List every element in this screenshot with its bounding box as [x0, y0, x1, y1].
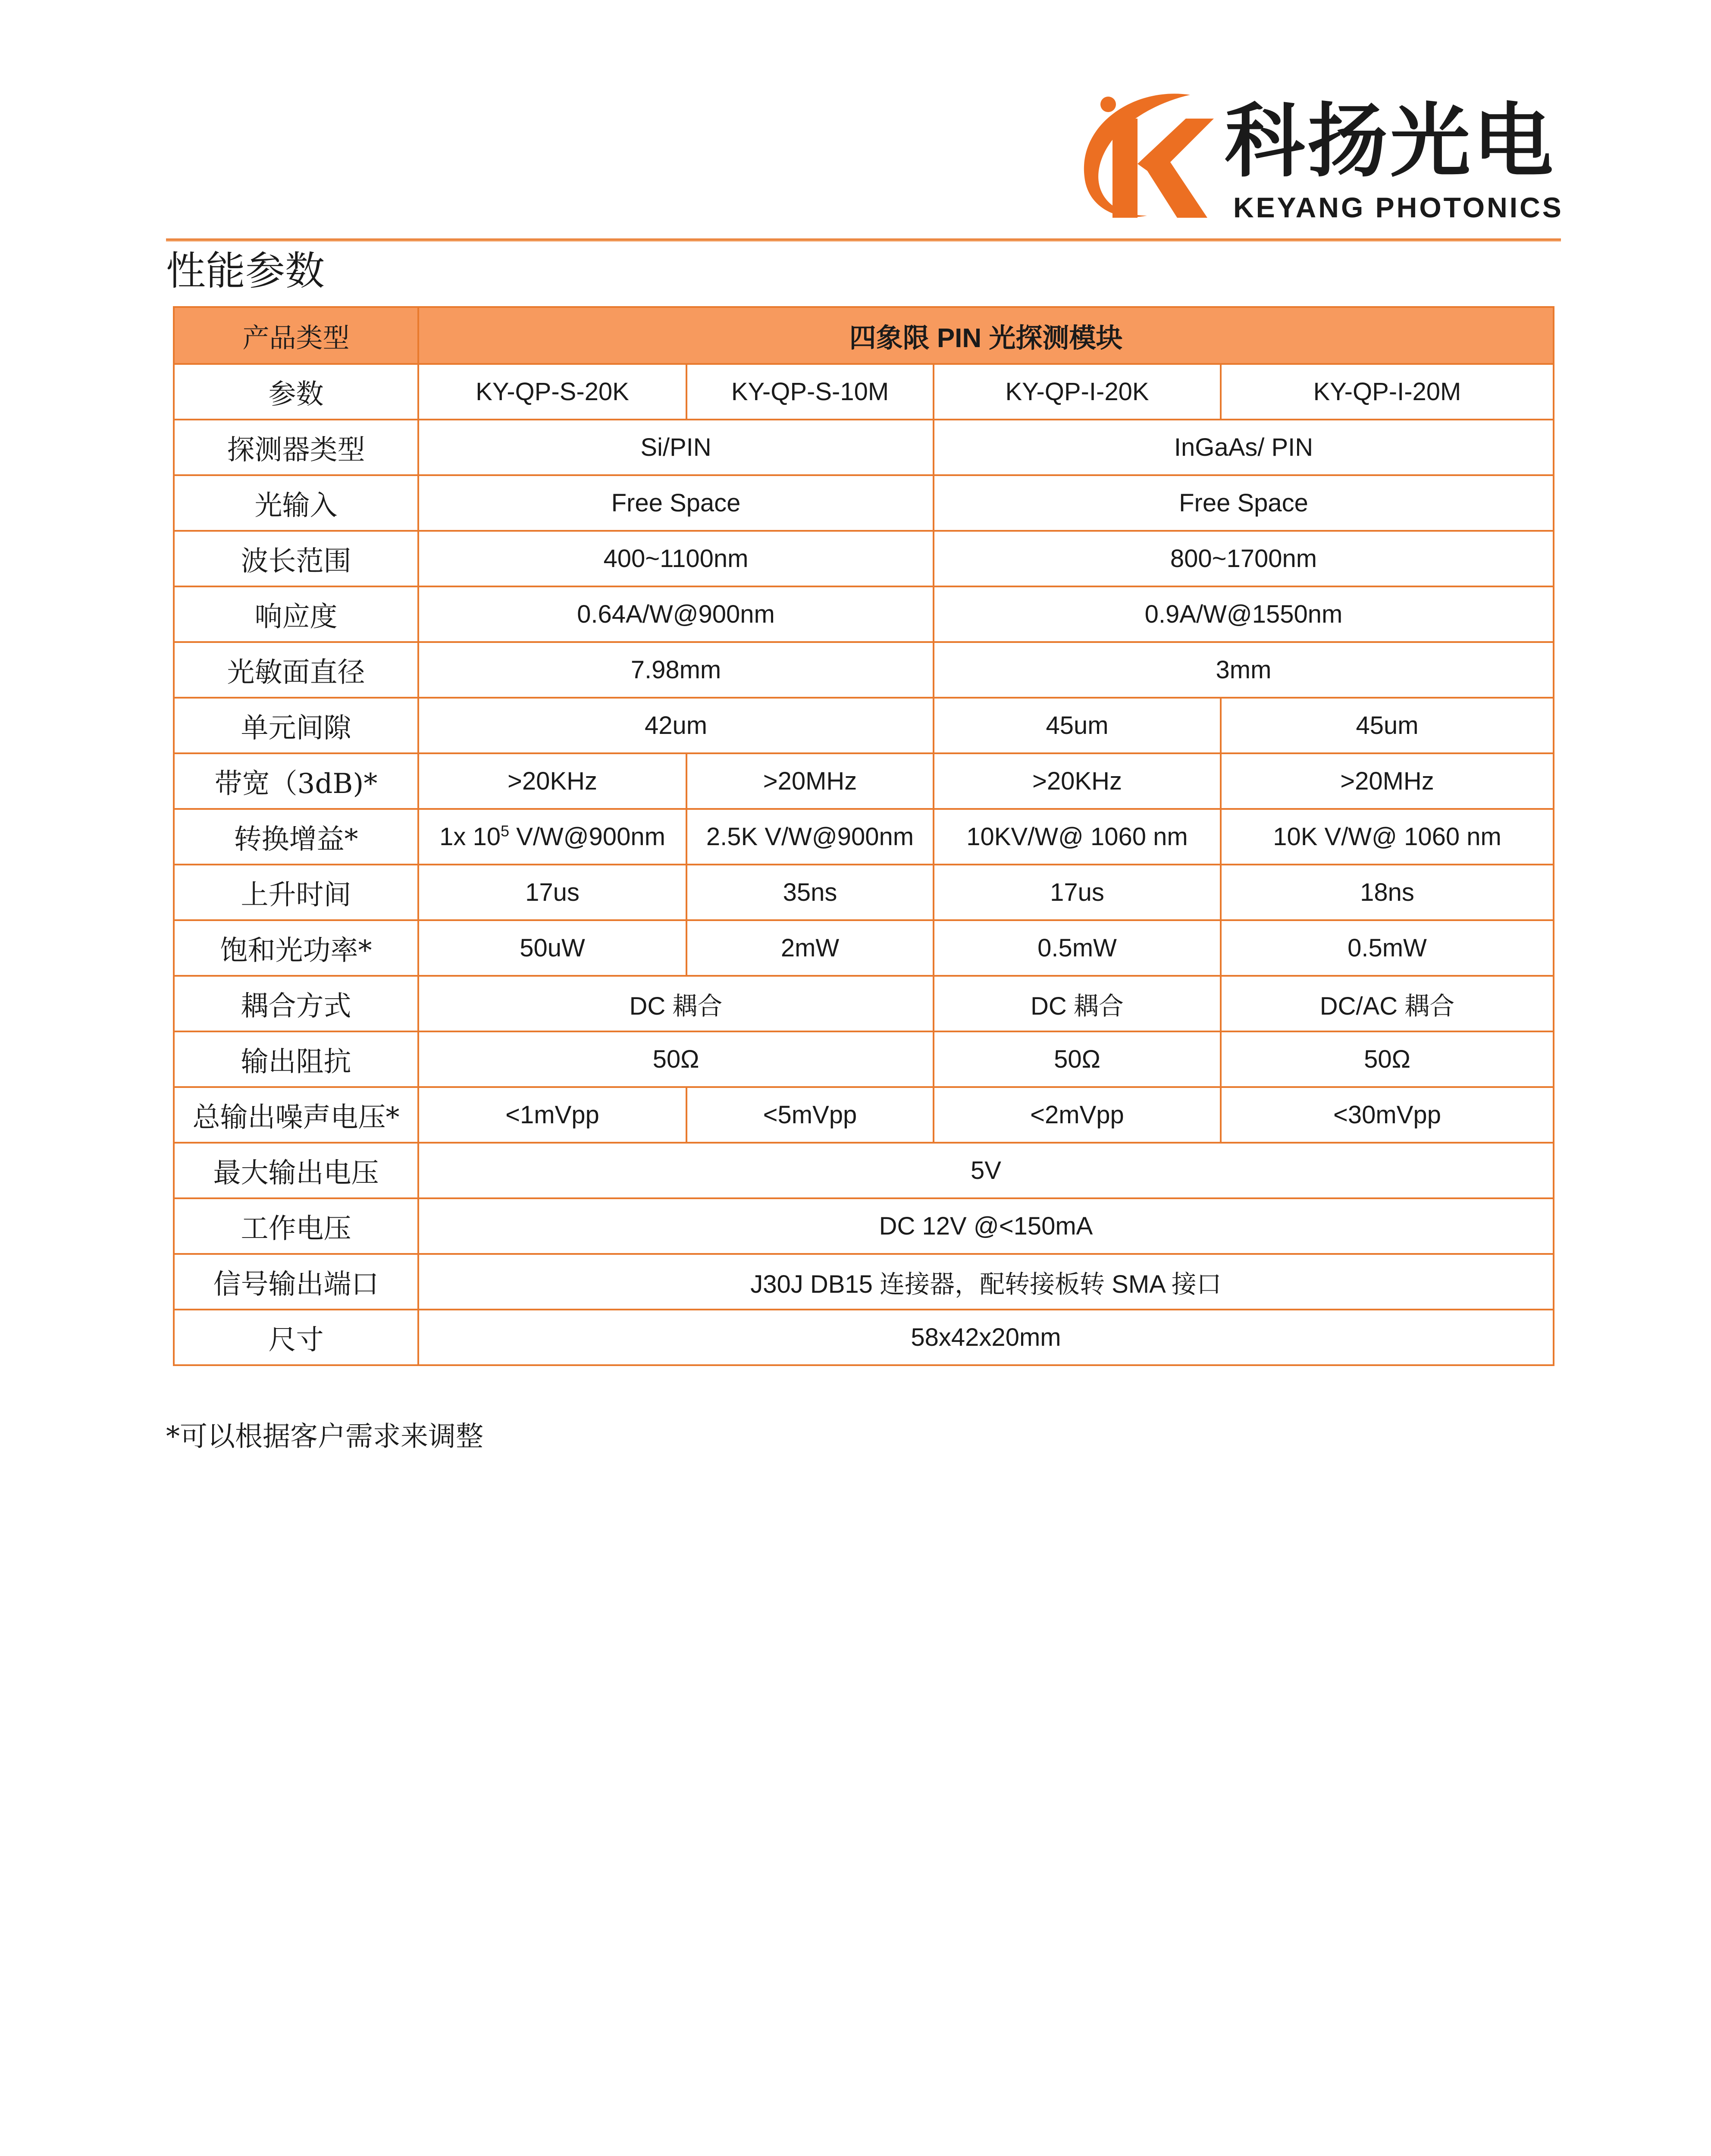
value-cell: 0.5mW — [1221, 920, 1554, 976]
value-cell: 35ns — [686, 865, 934, 920]
value-cell: 0.5mW — [934, 920, 1221, 976]
value-cell: J30J DB15 连接器，配转接板转 SMA 接口 — [418, 1254, 1554, 1310]
logo-chinese-name: 科扬光电 — [1225, 94, 1556, 188]
footnote: *可以根据客户需求来调整 — [166, 1421, 483, 1453]
table-row-coupling — [174, 976, 1554, 1031]
row-label: 耦合方式 — [174, 976, 418, 1031]
value-cell: DC 耦合 — [934, 976, 1221, 1031]
row-label: 带宽（3dB)* — [174, 753, 418, 809]
value-cell: <2mVpp — [934, 1087, 1221, 1143]
value-cell: 17us — [934, 865, 1221, 920]
value-cell: 10KV/W@ 1060 nm — [934, 809, 1221, 865]
row-label: 上升时间 — [174, 865, 418, 920]
table-row-element-gap — [174, 698, 1554, 753]
value-cell: 50Ω — [418, 1031, 934, 1087]
value-cell: DC/AC 耦合 — [1221, 976, 1554, 1031]
value-cell: 400~1100nm — [418, 531, 934, 586]
value-cell: 10K V/W@ 1060 nm — [1221, 809, 1554, 865]
value-cell: 17us — [418, 865, 686, 920]
value-cell: >20KHz — [418, 753, 686, 809]
row-label: 信号输出端口 — [174, 1254, 418, 1310]
table-row-port — [174, 1254, 1554, 1310]
value-cell: >20MHz — [1221, 753, 1554, 809]
table-row-bandwidth — [174, 753, 1554, 809]
value-cell: 3mm — [934, 642, 1554, 698]
row-label: 探测器类型 — [174, 420, 418, 475]
value-cell: <5mVpp — [686, 1087, 934, 1143]
table-row-detector-type — [174, 420, 1554, 475]
value-cell: 50Ω — [1221, 1031, 1554, 1087]
row-label: 响应度 — [174, 586, 418, 642]
table-row-max-output — [174, 1143, 1554, 1198]
table-row-noise — [174, 1087, 1554, 1143]
row-label: 饱和光功率* — [174, 920, 418, 976]
value-cell: Si/PIN — [418, 420, 934, 475]
table-row-models — [174, 364, 1554, 420]
row-label: 光输入 — [174, 475, 418, 531]
model-cell: KY-QP-I-20K — [934, 364, 1221, 420]
table-row-optical-input — [174, 475, 1554, 531]
logo-english-name: KEYANG PHOTONICS — [1233, 191, 1564, 223]
keyang-k-logo-icon — [1061, 78, 1216, 233]
model-cell: KY-QP-I-20M — [1221, 364, 1554, 420]
value-cell: 42um — [418, 698, 934, 753]
table-row-wavelength — [174, 531, 1554, 586]
row-label: 产品类型 — [174, 307, 418, 364]
table-row-size — [174, 1310, 1554, 1365]
value-cell: 0.64A/W@900nm — [418, 586, 934, 642]
table-row-rise-time — [174, 865, 1554, 920]
value-cell: >20MHz — [686, 753, 934, 809]
value-cell: 0.9A/W@1550nm — [934, 586, 1554, 642]
value-cell: 45um — [1221, 698, 1554, 753]
value-cell: <1mVpp — [418, 1087, 686, 1143]
value-cell: 7.98mm — [418, 642, 934, 698]
value-cell: <30mVpp — [1221, 1087, 1554, 1143]
value-cell: 2.5K V/W@900nm — [686, 809, 934, 865]
row-label: 参数 — [174, 364, 418, 420]
value-cell — [418, 809, 686, 865]
value-cell: 5V — [418, 1143, 1554, 1198]
row-label: 尺寸 — [174, 1310, 418, 1365]
row-label: 最大输出电压 — [174, 1143, 418, 1198]
table-row-saturation — [174, 920, 1554, 976]
row-label: 光敏面直径 — [174, 642, 418, 698]
value-cell: 58x42x20mm — [418, 1310, 1554, 1365]
value-cell: 50uW — [418, 920, 686, 976]
row-label: 波长范围 — [174, 531, 418, 586]
model-cell: KY-QP-S-10M — [686, 364, 934, 420]
value-cell: 50Ω — [934, 1031, 1221, 1087]
table-row-gain — [174, 809, 1554, 865]
table-row-supply — [174, 1198, 1554, 1254]
gain-prefix: 1x 10 — [439, 823, 501, 851]
section-title: 性能参数 — [166, 248, 325, 294]
value-cell: 2mW — [686, 920, 934, 976]
table-row-product-type — [174, 307, 1554, 364]
row-label: 工作电压 — [174, 1198, 418, 1254]
row-label: 单元间隙 — [174, 698, 418, 753]
table-row-responsivity — [174, 586, 1554, 642]
row-label: 转换增益* — [174, 809, 418, 865]
value-cell: Free Space — [418, 475, 934, 531]
value-cell: DC 耦合 — [418, 976, 934, 1031]
value-cell: >20KHz — [934, 753, 1221, 809]
value-cell: 800~1700nm — [934, 531, 1554, 586]
value-cell: Free Space — [934, 475, 1554, 531]
spec-table — [173, 306, 1554, 1366]
row-label: 总输出噪声电压* — [174, 1087, 418, 1143]
model-cell: KY-QP-S-20K — [418, 364, 686, 420]
value-cell: InGaAs/ PIN — [934, 420, 1554, 475]
row-label: 输出阻抗 — [174, 1031, 418, 1087]
table-row-impedance — [174, 1031, 1554, 1087]
table-row-active-diameter — [174, 642, 1554, 698]
gain-suffix: V/W@900nm — [509, 823, 665, 851]
company-logo — [1061, 78, 1564, 233]
header-divider — [166, 238, 1561, 241]
value-cell: 18ns — [1221, 865, 1554, 920]
value-cell: 45um — [934, 698, 1221, 753]
value-cell: DC 12V @<150mA — [418, 1198, 1554, 1254]
gain-exponent: 5 — [500, 822, 510, 840]
product-type-value: 四象限 PIN 光探测模块 — [418, 307, 1554, 364]
